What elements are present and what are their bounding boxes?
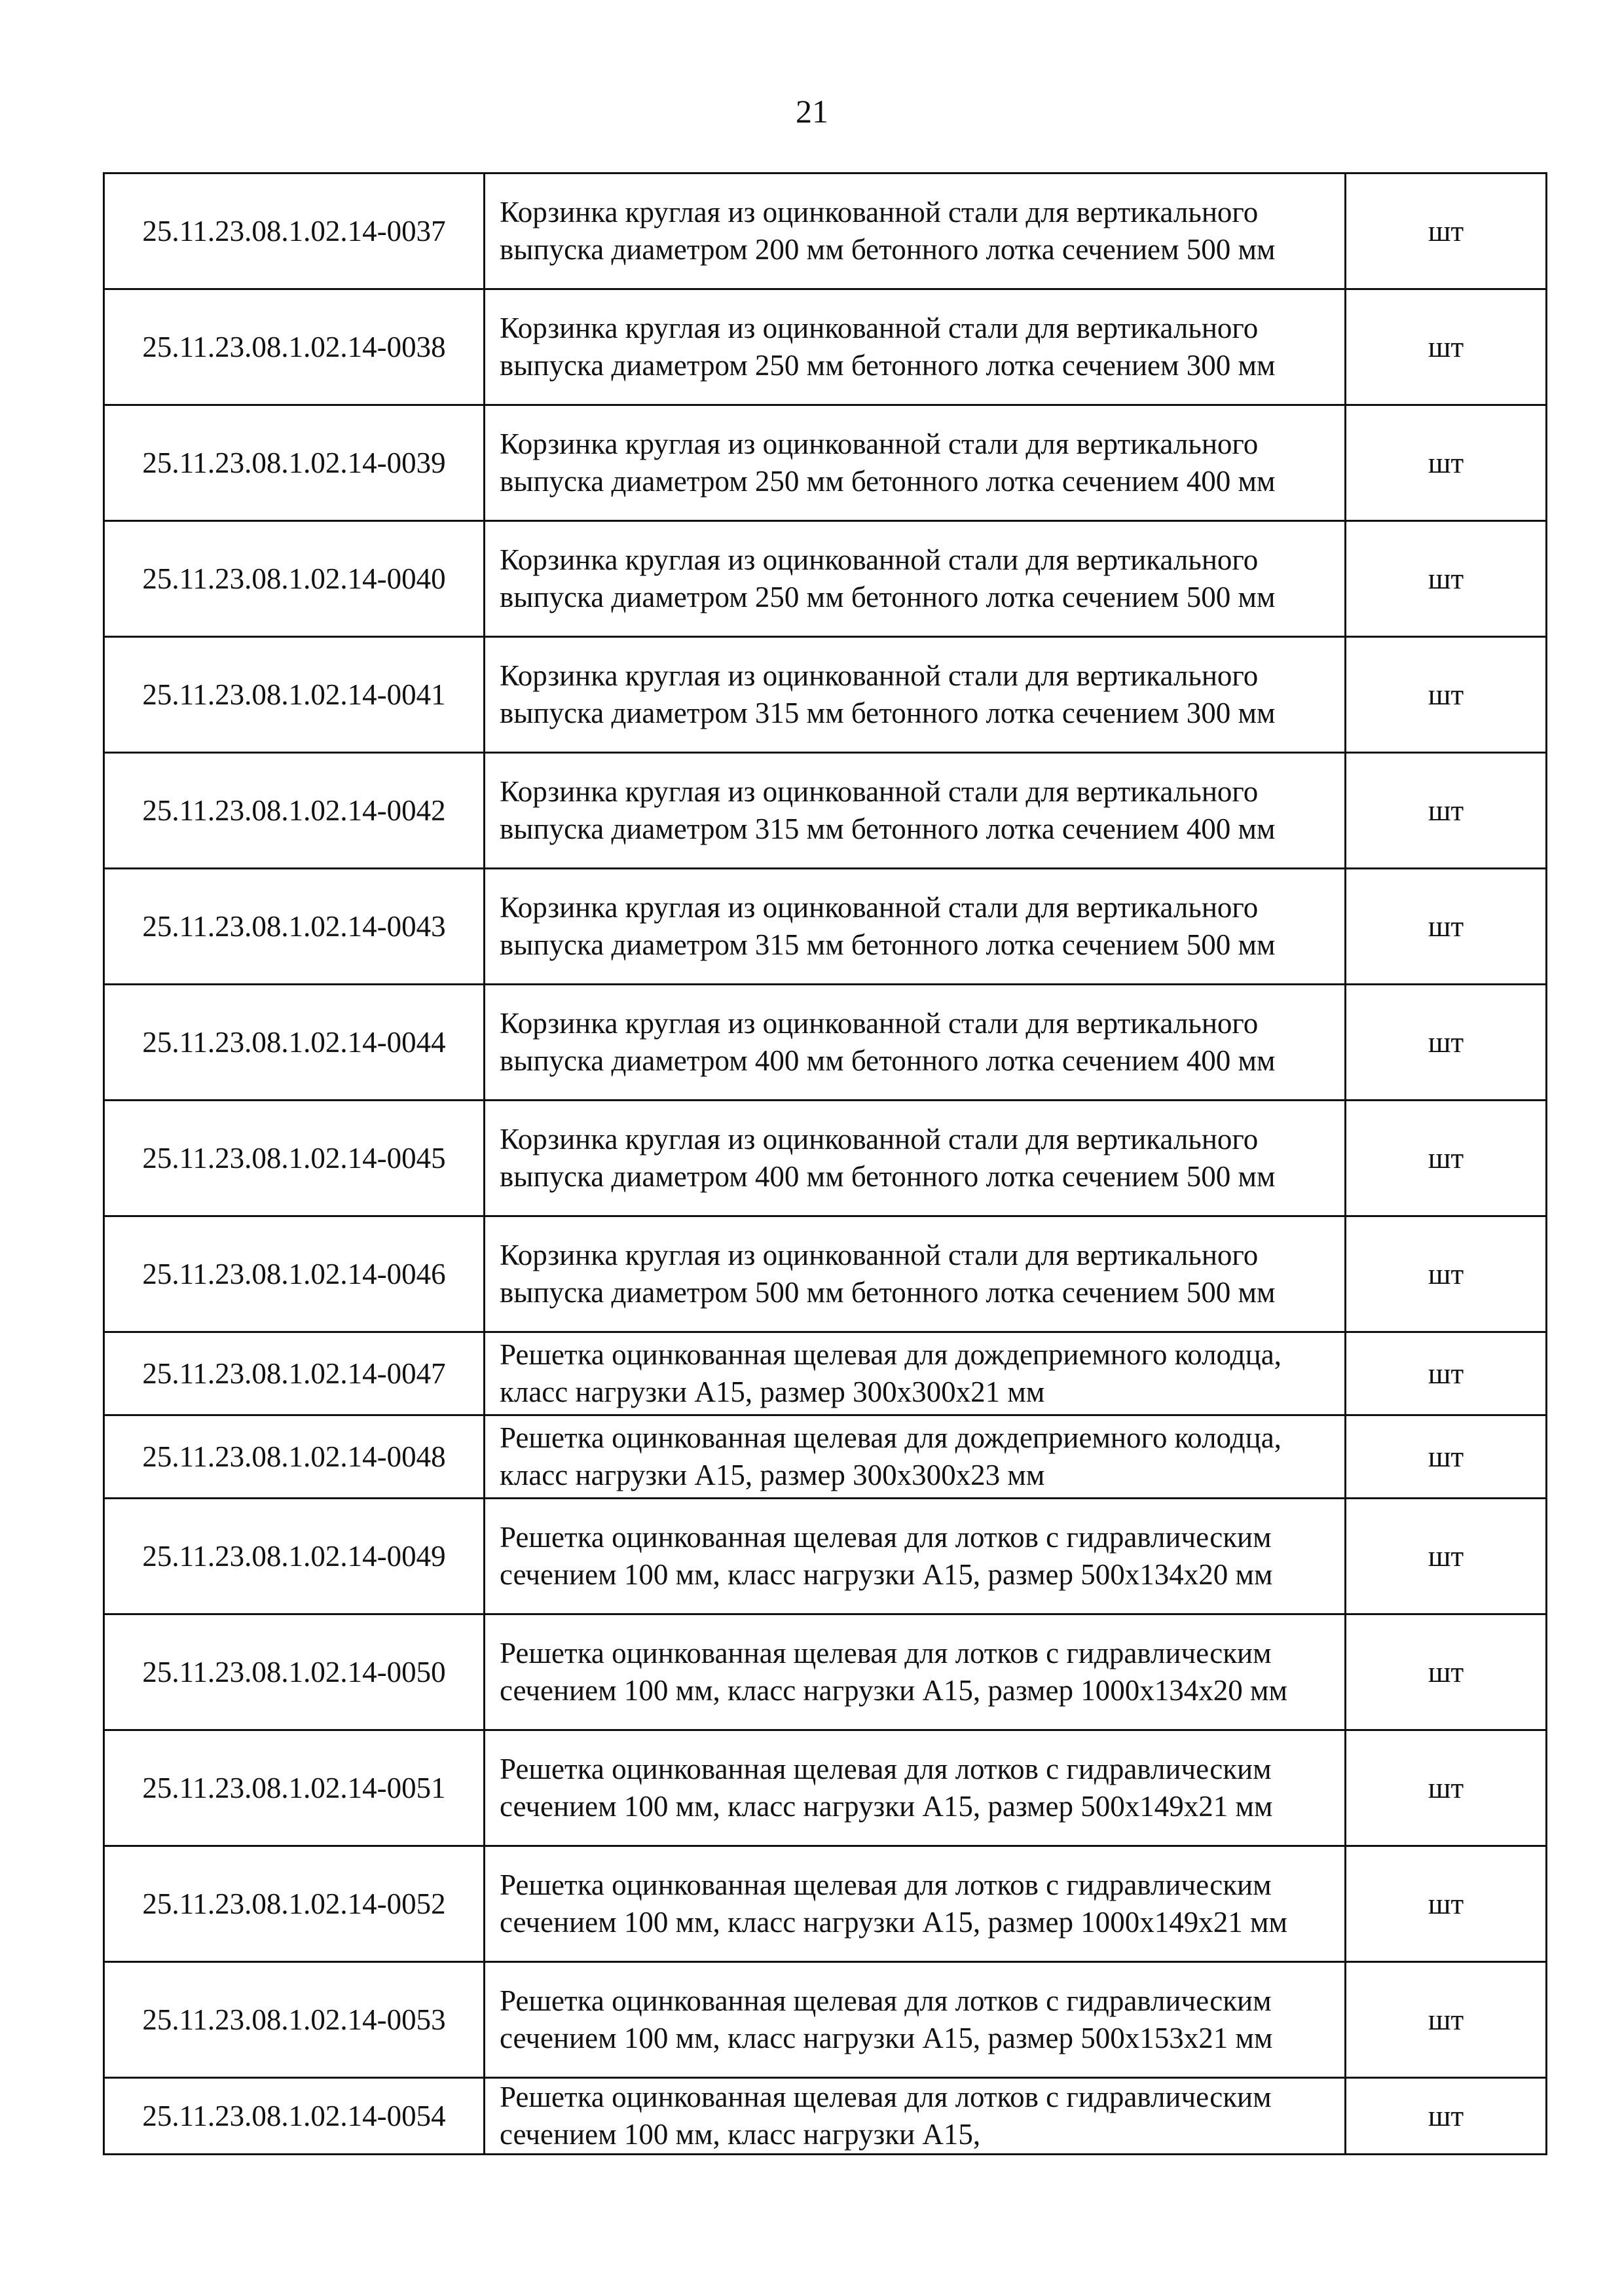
resource-description: Корзинка круглая из оцинкованной стали для вертикального выпуска диаметром 315 мм бетонного лотка сечением 500 мм <box>485 869 1346 985</box>
unit-of-measure: шт <box>1346 1499 1547 1614</box>
unit-of-measure: шт <box>1346 1846 1547 1962</box>
resource-code: 25.11.23.08.1.02.14-0043 <box>104 869 485 985</box>
resource-code: 25.11.23.08.1.02.14-0038 <box>104 289 485 405</box>
table-row <box>104 1101 1547 1216</box>
table-row <box>104 1415 1547 1499</box>
resource-code: 25.11.23.08.1.02.14-0040 <box>104 521 485 637</box>
resource-code: 25.11.23.08.1.02.14-0053 <box>104 1962 485 2078</box>
table-row <box>104 173 1547 289</box>
resource-code: 25.11.23.08.1.02.14-0048 <box>104 1415 485 1499</box>
unit-of-measure: шт <box>1346 2078 1547 2155</box>
table-row <box>104 1962 1547 2078</box>
table-row <box>104 405 1547 521</box>
resource-description: Корзинка круглая из оцинкованной стали для вертикального выпуска диаметром 315 мм бетонного лотка сечением 300 мм <box>485 637 1346 753</box>
unit-of-measure: шт <box>1346 753 1547 869</box>
unit-of-measure: шт <box>1346 521 1547 637</box>
resource-description: Решетка оцинкованная щелевая для лотков с гидравлическим сечением 100 мм, класс нагрузки А15, размер 500х134х20 мм <box>485 1499 1346 1614</box>
unit-of-measure: шт <box>1346 1332 1547 1415</box>
resource-description: Решетка оцинкованная щелевая для лотков с гидравлическим сечением 100 мм, класс нагрузки А15, размер 1000х134х20 мм <box>485 1614 1346 1730</box>
unit-of-measure: шт <box>1346 289 1547 405</box>
resource-description: Корзинка круглая из оцинкованной стали для вертикального выпуска диаметром 400 мм бетонного лотка сечением 500 мм <box>485 1101 1346 1216</box>
resource-description: Корзинка круглая из оцинкованной стали для вертикального выпуска диаметром 315 мм бетонного лотка сечением 400 мм <box>485 753 1346 869</box>
table-row <box>104 1730 1547 1846</box>
resource-description: Корзинка круглая из оцинкованной стали для вертикального выпуска диаметром 200 мм бетонного лотка сечением 500 мм <box>485 173 1346 289</box>
resource-code: 25.11.23.08.1.02.14-0047 <box>104 1332 485 1415</box>
resource-description: Решетка оцинкованная щелевая для дождеприемного колодца, класс нагрузки А15, размер 300х300х23 мм <box>485 1415 1346 1499</box>
table-row <box>104 869 1547 985</box>
table-row <box>104 1499 1547 1614</box>
resource-description: Решетка оцинкованная щелевая для лотков с гидравлическим сечением 100 мм, класс нагрузки А15, размер 1000х149х21 мм <box>485 1846 1346 1962</box>
resource-description: Корзинка круглая из оцинкованной стали для вертикального выпуска диаметром 400 мм бетонного лотка сечением 400 мм <box>485 985 1346 1101</box>
unit-of-measure: шт <box>1346 173 1547 289</box>
table-row <box>104 521 1547 637</box>
resource-code: 25.11.23.08.1.02.14-0046 <box>104 1216 485 1332</box>
table-row <box>104 1846 1547 1962</box>
resource-description: Решетка оцинкованная щелевая для дождеприемного колодца, класс нагрузки А15, размер 300х300х21 мм <box>485 1332 1346 1415</box>
unit-of-measure: шт <box>1346 985 1547 1101</box>
unit-of-measure: шт <box>1346 1216 1547 1332</box>
table-row <box>104 985 1547 1101</box>
unit-of-measure: шт <box>1346 405 1547 521</box>
resource-description: Решетка оцинкованная щелевая для лотков с гидравлическим сечением 100 мм, класс нагрузки А15, размер 500х149х21 мм <box>485 1730 1346 1846</box>
resource-description: Корзинка круглая из оцинкованной стали для вертикального выпуска диаметром 250 мм бетонного лотка сечением 300 мм <box>485 289 1346 405</box>
page-number: 21 <box>796 93 828 130</box>
table-row <box>104 289 1547 405</box>
resource-code: 25.11.23.08.1.02.14-0044 <box>104 985 485 1101</box>
resource-code: 25.11.23.08.1.02.14-0045 <box>104 1101 485 1216</box>
resource-description: Корзинка круглая из оцинкованной стали для вертикального выпуска диаметром 250 мм бетонного лотка сечением 400 мм <box>485 405 1346 521</box>
resource-code: 25.11.23.08.1.02.14-0041 <box>104 637 485 753</box>
unit-of-measure: шт <box>1346 1730 1547 1846</box>
unit-of-measure: шт <box>1346 1962 1547 2078</box>
resource-description: Корзинка круглая из оцинкованной стали для вертикального выпуска диаметром 250 мм бетонного лотка сечением 500 мм <box>485 521 1346 637</box>
resource-code: 25.11.23.08.1.02.14-0052 <box>104 1846 485 1962</box>
unit-of-measure: шт <box>1346 1101 1547 1216</box>
resource-code: 25.11.23.08.1.02.14-0037 <box>104 173 485 289</box>
unit-of-measure: шт <box>1346 1614 1547 1730</box>
resource-code: 25.11.23.08.1.02.14-0054 <box>104 2078 485 2155</box>
resource-description: Корзинка круглая из оцинкованной стали для вертикального выпуска диаметром 500 мм бетонного лотка сечением 500 мм <box>485 1216 1346 1332</box>
resource-description: Решетка оцинкованная щелевая для лотков с гидравлическим сечением 100 мм, класс нагрузки А15, размер 500х153х21 мм <box>485 1962 1346 2078</box>
table-row <box>104 2078 1547 2155</box>
resource-code: 25.11.23.08.1.02.14-0049 <box>104 1499 485 1614</box>
resource-code: 25.11.23.08.1.02.14-0039 <box>104 405 485 521</box>
table-row <box>104 1332 1547 1415</box>
resource-code: 25.11.23.08.1.02.14-0050 <box>104 1614 485 1730</box>
resource-code: 25.11.23.08.1.02.14-0051 <box>104 1730 485 1846</box>
table-row <box>104 1216 1547 1332</box>
resource-description: Решетка оцинкованная щелевая для лотков с гидравлическим сечением 100 мм, класс нагрузки А15, <box>485 2078 1346 2155</box>
table-row <box>104 637 1547 753</box>
unit-of-measure: шт <box>1346 637 1547 753</box>
unit-of-measure: шт <box>1346 1415 1547 1499</box>
resource-table <box>103 172 1547 2155</box>
table-row <box>104 1614 1547 1730</box>
unit-of-measure: шт <box>1346 869 1547 985</box>
resource-code: 25.11.23.08.1.02.14-0042 <box>104 753 485 869</box>
table-row <box>104 753 1547 869</box>
